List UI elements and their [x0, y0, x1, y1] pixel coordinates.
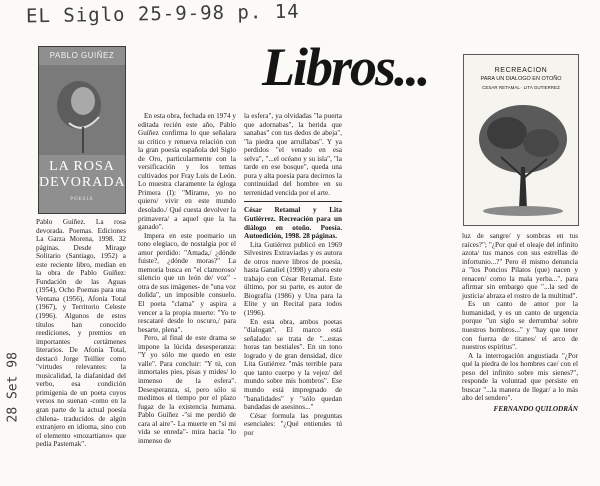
- article-column-1: [36, 218, 126, 449]
- cover-author: PABLO GUIÑEZ: [49, 51, 115, 60]
- signature: FERNANDO QUILODRÁN: [493, 404, 578, 413]
- handwritten-margin-note: 28 Set 98: [5, 352, 21, 423]
- article-column-4: [462, 232, 578, 413]
- book-cover-la-rosa-devorada: [38, 46, 126, 214]
- column3-paragraph: la esfera", ya olvidadas "la puerta que adornabas", la herida que sanabas" con tus dedos de abeja", "la piedra que arrullabas". Y ya perdidos "el venado en esa selva", "...el océano y su isla", "la tarde en ese bosque", queda una pura y alta poesía para decirnos la continuidad del hombre en su terrenidad vencida por el arte.: [244, 112, 342, 197]
- book-cover-recreacion: [463, 54, 579, 226]
- column2-paragraph: Pero, al final de este drama se impone la lúcida desesperanza: "Y yo sólo me quedo en este valle". Para concluir: "Y tú, con inmortales pies, pisas y mides/ lo inmenso de la esfera". Desesperanza, sí, pero sólo si medimos el tiempo por el plazo fugaz de la existencia humana. Pablo Guíñez -"si me perdió de cara al aire"- La muerte en "si mi vida se enreda"- mira hacia "lo inmenso de: [138, 334, 236, 445]
- section-title: Libros...: [262, 37, 429, 97]
- cover-tree-illustration: [471, 97, 571, 219]
- article-column-2: [138, 112, 236, 445]
- cover-right-authors: CESAR RETAMAL · LITA GUTIERREZ: [482, 85, 560, 90]
- cover-title-line2: DEVORADA: [39, 175, 126, 190]
- column1-paragraph: Pablo Guíñez. La rosa devorada. Poemas. Ediciones La Garza Morena, 1998. 32 páginas. Desde Mirage Solitario (Santiago, 1952) a este reciente libro, median en la obra de Pablo Guíñez: Fundación de las Aguas (1954), Ocho Poemas para una Ventana (1956), Afonía Total (1967), y Territorio Celeste (1996). Algunos de estos títulos han conocido reediciones, y premios en importantes certámenes literarios. De Afonía Total, destacó Jorge Teillier como "virtudes relevantes: la musicalidad, la diafanidad del verbo, esa condición primigenia de un poeta cuyos versos no suenan -como en la gran parte de la actual poesía chilena- traducidos de algún extranjero en idioma, sino con el elemento «mozartiano» que pedía Pasternak".: [36, 218, 126, 449]
- column3-paragraph: En esta obra, ambos poetas "dialogan". El marco está señalado: se trata de "...estas horas tan bestiales". En un tono logrado y de gran densidad, dice Lita Gutiérrez "más terrible para que tanto cuerpo y la vejez/ del mundo sobre mis hombros". Ese mundo está impregnado de "banalidades" y "sólo quedan bandadas de asesinos...": [244, 317, 342, 412]
- column4-paragraph: Es un canto de amor por la humanidad, y es un canto de urgencia porque "un siglo se derrumba/ sobre nuestros hombros..." y "hay que tener con fuerza de titanes/ el arco de nuestros espíritus".: [462, 300, 578, 352]
- column4-paragraph: luz de sangre/ y sombras en tus raíces?"; "¿Por qué el oleaje del infinito azota/ tus manos con sus estrellas de infortunio...?" Pero él mismo denuncia a "los Poncios Pilatos (que) nacen y renacen/ como la mala yerba...", para afirmar sin embargo que "...la sed de justicia/ abraza el rostro de la multitud".: [462, 232, 578, 300]
- cover-subtitle: POESIA: [70, 197, 94, 202]
- cover-right-title2: PARA UN DIALOGO EN OTOÑO: [480, 76, 562, 82]
- cover-right-title1: RECREACION: [494, 67, 548, 74]
- column2-paragraph: Impera en este poemario un tono elegíaco, de nostalgia por el amor perdido: "Amada,/ ¿dónde fuiste?, ¿dónde moras?" La memoria busca en "el clamoroso/ silencio que un león de/ voz" -otra de sus imágenes- de "una voz dolida", un imposible consuelo. El poeta "clama" y aspira a vencer a la propia muerte: "Yo te rescataré desde lo oscuro,/ para besarte, plena".: [138, 231, 236, 334]
- section-divider: [244, 201, 342, 202]
- column4-paragraph: A la interrogación angustiada "¿Por qué la piedra de los hombres cae/ con el peso del infinito sobre mis sienes?", responde la voluntad que persiste en buscar "...la manera de llegar/ a lo más alto del sendero".: [462, 351, 578, 403]
- column2-paragraph: En esta obra, fechada en 1974 y editada recién este año, Pablo Guíñez confirma lo que señalara su crítico y renueva relación con la gran poesía española del Siglo de Oro, particularmente con la versificación y los temas cultivados por Fray Luis de León. Lo muestra claramente la égloga Primera (I): "Mírame, yo no quiero/ vivir en este mundo desolado./ Qué cuesta devolver la primavera/ a aquel que la ha ganado".: [138, 112, 236, 232]
- cover-title-line1: LA ROSA: [49, 159, 115, 174]
- column3-paragraph: César formula las preguntas esenciales: "¿Qué entiendes tú por: [244, 411, 342, 437]
- cover-rose-illustration: [39, 65, 125, 155]
- column3-paragraph: Lita Gutiérrez publicó en 1969 Silvestres Extraviadas y es autora de otros nueve libros de poesía, hasta Ganaliel (1998) y ahora este trabajo con César Retamal. Este último, por su parte, es autor de Biografía (1986) y Una para la Elite y un Recital para todos (1996).: [244, 240, 342, 318]
- review-heading: César Retamal y Lita Gutiérrez. Recreación para un diálogo en otoño. Poesía. Autoedición, 1998. 28 páginas.: [244, 206, 342, 241]
- article-column-3: [244, 112, 342, 437]
- handwritten-header: EL Siglo 25-9-98 p. 14: [25, 0, 300, 28]
